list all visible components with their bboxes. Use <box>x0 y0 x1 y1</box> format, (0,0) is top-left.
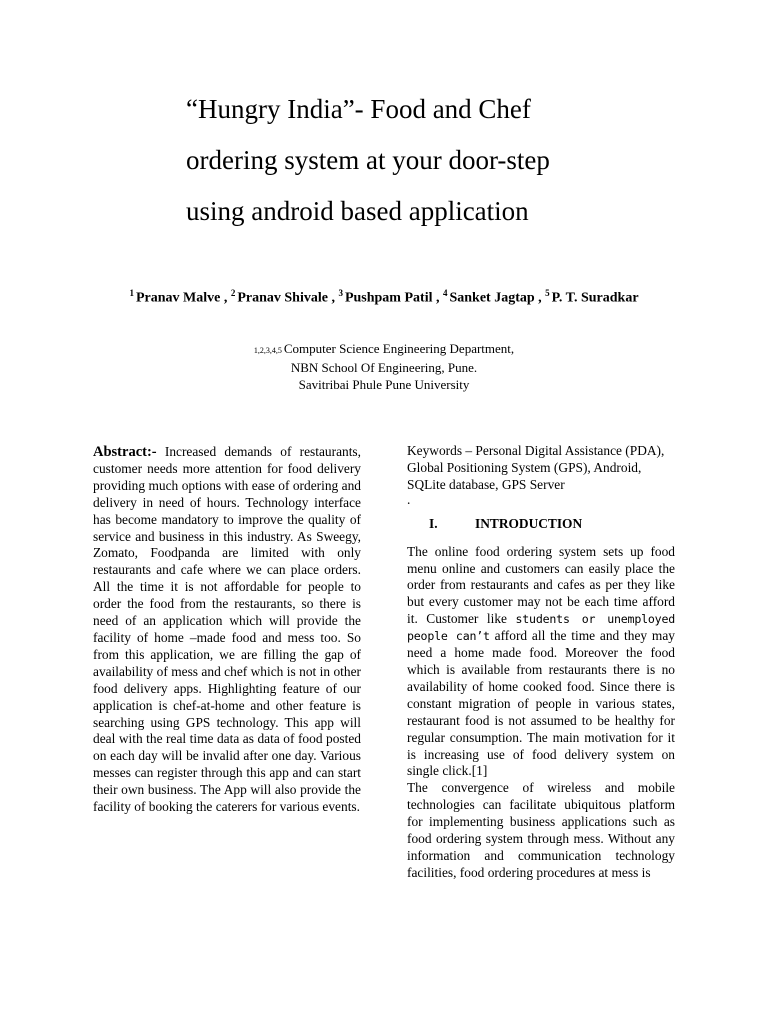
section-title: INTRODUCTION <box>475 515 583 531</box>
section-heading-introduction <box>407 516 675 533</box>
author-number: 3 <box>338 288 343 298</box>
author-number: 5 <box>545 288 550 298</box>
author-name: Pushpam Patil <box>344 290 433 306</box>
author-name: Pranav Shivale <box>237 290 328 306</box>
title-line: ordering system at your door-step <box>186 145 550 175</box>
abstract-label: Abstract:- <box>93 444 157 460</box>
affiliation-superscript: 1,2,3,4,5 <box>253 346 282 355</box>
author-name: Pranav Malve <box>135 290 221 306</box>
abstract-column <box>93 444 361 816</box>
keywords-trailing-dot: . <box>407 491 411 507</box>
intro-text-mono: students or unemployed people can’t <box>407 612 675 644</box>
author-name: Sanket Jagtap <box>449 290 535 306</box>
affiliation-department: Computer Science Engineering Department, <box>283 341 515 356</box>
abstract-paragraph <box>93 444 361 816</box>
intro-paragraph: The convergence of wireless and mobile technologies can facilitate ubiquitous platform for implementing business applications such as food ordering system through mess. Without any information and communication technology facilities, food ordering procedures at mess is <box>407 780 675 880</box>
section-number: I. <box>429 515 438 531</box>
right-column <box>407 443 675 882</box>
author-number: 4 <box>442 288 448 298</box>
title-line: “Hungry India”- Food and Chef <box>186 94 531 124</box>
introduction-body <box>407 544 675 882</box>
intro-paragraph <box>407 544 675 781</box>
author-list: $^1$ Pranav Malve , $^2$ Pranav Shivale , $^3$ Pushpam Patil , $^4$ Sanket Jagtap , $^5$ P. T. Suradkar <box>129 288 639 306</box>
intro-text: The online food ordering system sets up food menu online and customers can easily place the order from restaurants and cafes as per they like but every customer may not be each time afford it. Customer like <box>407 543 675 627</box>
intro-text: afford all the time and they may need a home made food. Moreover the food which is available from restaurants there is no availability of home cooked food. Since there is constant migration of people in various states, restaurant food is not assumed to be healthy for regular consumption. The main motivation for it is increasing use of food delivery system on single click.[1] <box>407 628 675 779</box>
author-number: 2 <box>230 288 236 298</box>
author-name: P. T. Suradkar <box>551 290 639 306</box>
paper-title <box>186 84 706 237</box>
title-line: using android based application <box>186 196 529 226</box>
affiliation <box>0 340 768 393</box>
author-number: 1 <box>129 288 134 298</box>
affiliation-school: NBN School Of Engineering, Pune. <box>290 360 478 375</box>
keywords: Keywords – Personal Digital Assistance (PDA), Global Positioning System (GPS), Android, SQLite database, GPS Server <box>407 443 665 492</box>
abstract-text: Increased demands of restaurants, customer needs more attention for food delivery providing much options with ease of ordering and delivery in need of hours. Technology interface has become mandatory to improve the quality of service and business in this industry. As Sweegy, Zomato, Foodpanda are limited with only restaurants and cafe where we can place orders. All the time it is not affordable for people to order the food from the restaurants, so there is need of an application which will provide the facility of home –made food and mess too. So from this application, we are filling the gap of availability of mess and chef which is not in other food delivery apps. Highlighting feature of our application is chef-at-home and other feature is searching using GPS technology. This app will deal with the real time data as data of food posted on each day will be invalid after one day. Various messes can register through this app and can start their own business. The App will also provide the facility of booking the caterers for various events. <box>93 444 361 815</box>
affiliation-university: Savitribai Phule Pune University <box>298 377 470 392</box>
